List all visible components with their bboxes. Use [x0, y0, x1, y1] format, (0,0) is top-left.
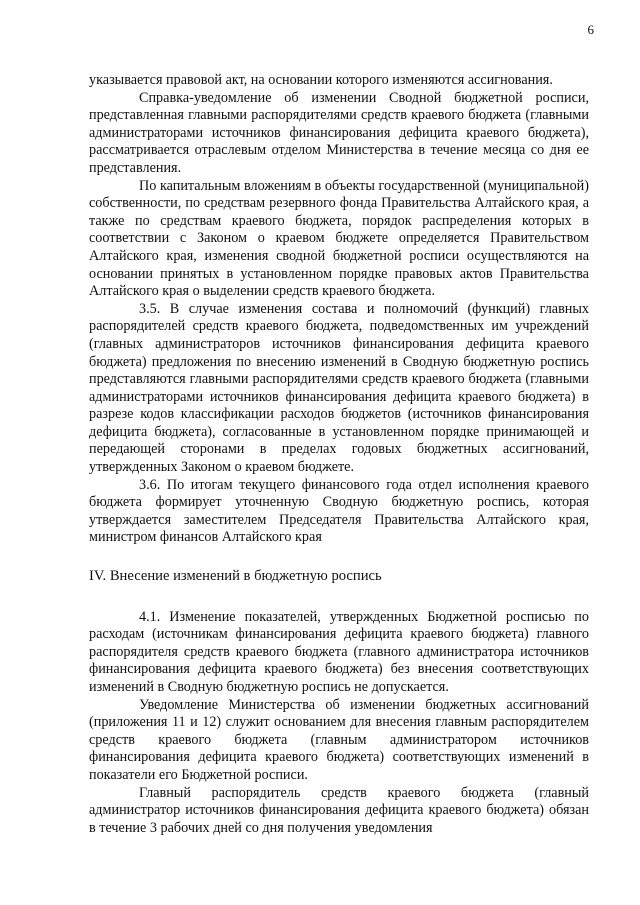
paragraph-capital-investments: По капитальным вложениям в объекты государственной (муниципальной) собственности, по средствам резервного фонда Правительства Алтайского края, а также по средствам краевого бюджета, порядок распределения которых в соответствии с Законом о краевом бюджете определяется Правительством Алтайского края, изменения сводной бюджетной росписи осуществляются на основании принятых в установленном порядке правовых актов Правительства Алтайского края о выделении средств краевого бюджета.: [89, 177, 589, 300]
section-heading: IV. Внесение изменений в бюджетную роспись: [89, 568, 382, 585]
paragraph-main-manager: Главный распорядитель средств краевого бюджета (главный администратор источников финансирования дефицита краевого бюджета) обязан в течение 3 рабочих дней со дня получения уведомления: [89, 784, 589, 836]
paragraph-4-1: 4.1. Изменение показателей, утвержденных Бюджетной росписью по расходам (источникам финансирования дефицита краевого бюджета) главного распорядителя средств краевого бюджета (главного администратора источников финансирования дефицита краевого бюджета) без внесения соответствующих изменений в Сводную бюджетную роспись не допускается.: [89, 608, 589, 695]
page-number: 6: [587, 22, 594, 37]
paragraph-3-6: 3.6. По итогам текущего финансового года отдел исполнения краевого бюджета формирует уточненную Сводную бюджетную роспись, которая утверждается заместителем Председателя Правительства Алтайского края, министром финансов Алтайского края: [89, 476, 589, 546]
paragraph-continuation: указывается правовой акт, на основании которого изменяются ассигнования.: [89, 72, 553, 88]
paragraph-notification: Уведомление Министерства об изменении бюджетных ассигнований (приложения 11 и 12) служит основанием для внесения главным распорядителем средств краевого бюджета (главным администратором источников финансирования дефицита краевого бюджета) соответствующих изменений в показатели его Бюджетной росписи.: [89, 696, 589, 783]
paragraph-notice: Справка-уведомление об изменении Сводной бюджетной росписи, представленная главными распорядителями средств краевого бюджета (главными администраторами источников финансирования дефицита краевого бюджета), рассматривается отраслевым отделом Министерства в течение месяца со дня ее представления.: [89, 89, 589, 176]
document-body: [89, 72, 589, 837]
paragraph-3-5: 3.5. В случае изменения состава и полномочий (функций) главных распорядителей средств краевого бюджета, подведомственных им учреждений (главных администраторов источников финансирования дефицита краевого бюджета) предложения по внесению изменений в Сводную бюджетную роспись представляются главными распорядителями средств краевого бюджета (главными администраторами источников финансирования дефицита краевого бюджета) в разрезе кодов классификации расходов бюджетов (источников финансирования дефицита бюджета), согласованные в установленном порядке принимающей и передающей сторонами в пределах годовых бюджетных ассигнований, утвержденных Законом о краевом бюджете.: [89, 300, 589, 476]
